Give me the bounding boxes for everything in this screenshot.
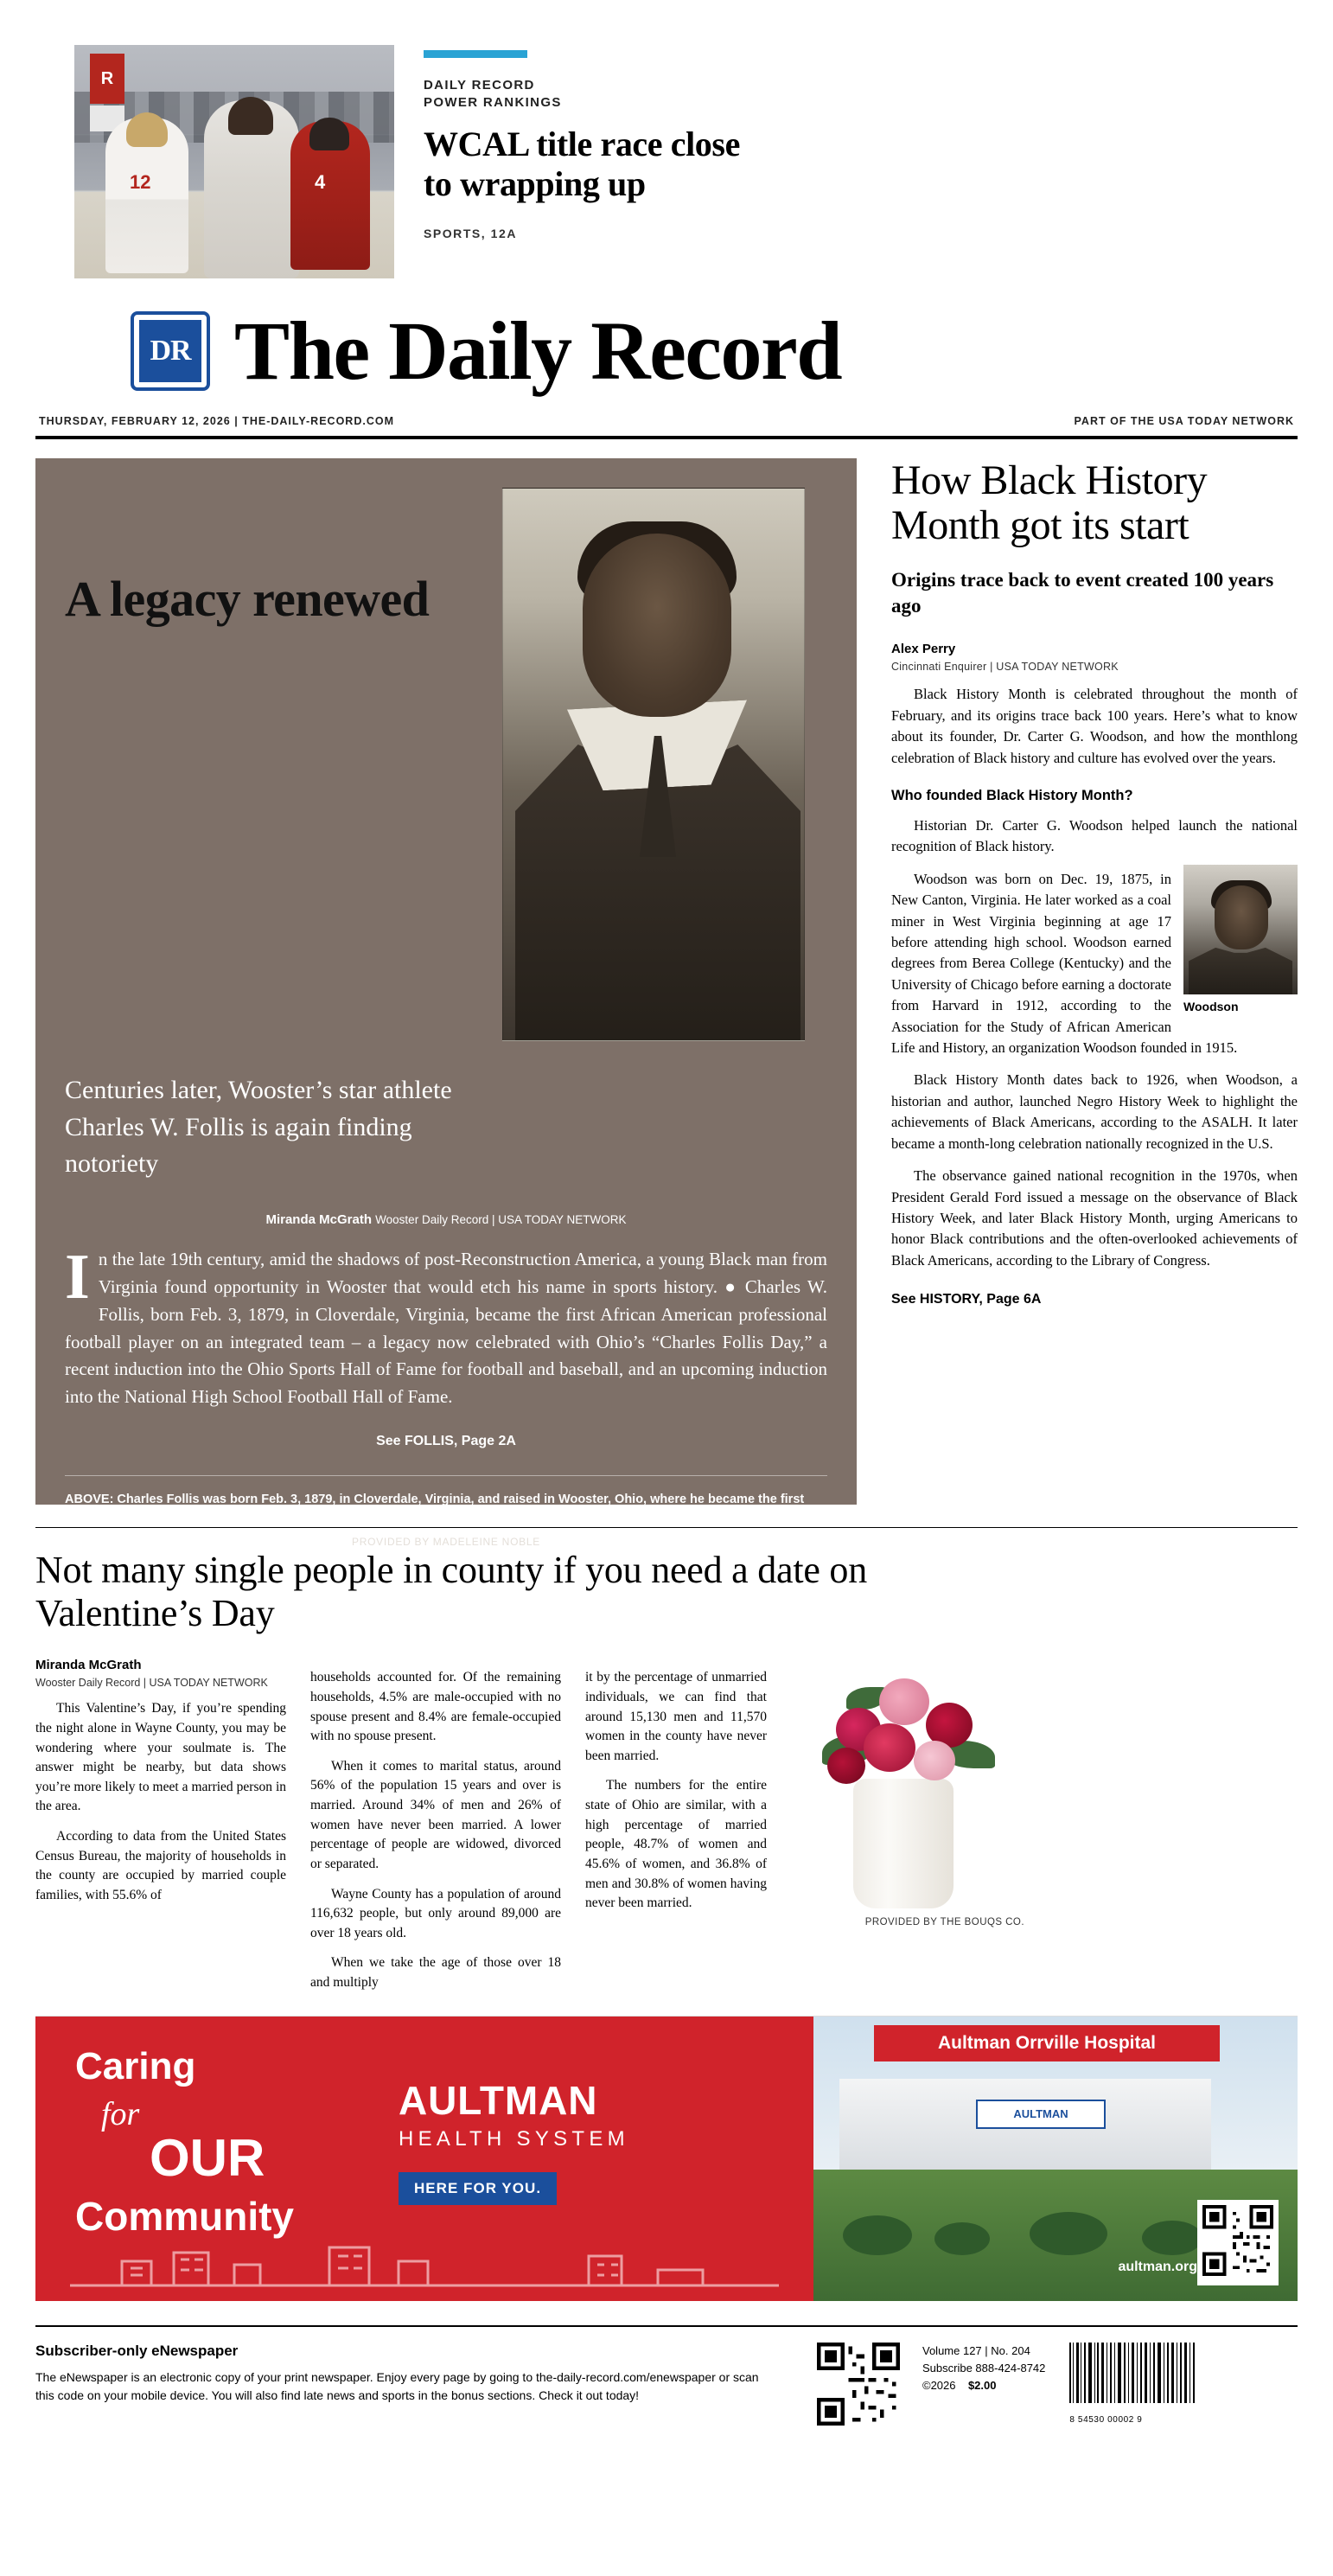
charles-follis-portrait [502, 488, 805, 1041]
copyright: ©2026 [922, 2378, 956, 2392]
history-paragraph: Black History Month is celebrated throughout the month of February, and its origins trace back 100 years. Here’s what to know about its founder, Dr. Carter G. Woodson, and how the monthlong celebration of Black history and culture has evolved over the years. [891, 686, 1298, 766]
valentine-paragraph: When we take the age of those over 18 and multiply [310, 1955, 561, 1991]
subscribe-phone: Subscribe 888-424-8742 [922, 2361, 1046, 2375]
barcode [1069, 2343, 1199, 2425]
barcode-bars-icon [1069, 2343, 1199, 2408]
ad-right-panel [813, 2017, 1298, 2301]
feature-dek: Centuries later, Wooster’s star athlete Charles W. Follis is again finding notoriety [65, 1076, 452, 1179]
valentine-byline-name: Miranda McGrath [35, 1658, 142, 1673]
enewspaper-qr-code[interactable] [817, 2343, 900, 2426]
valentine-column-1 [35, 1658, 286, 1992]
dateline: THURSDAY, FEBRUARY 12, 2026 | THE-DAILY-RECORD.COM [39, 415, 394, 427]
feature-byline-name: Miranda McGrath [265, 1211, 372, 1227]
woodson-caption: Woodson [1183, 999, 1239, 1013]
ad-tagline-badge: HERE FOR YOU. [399, 2172, 557, 2205]
history-paragraph: Black History Month dates back to 1926, when Woodson, a historian and author, launched Negro History Week to highlight the achievements of Black Americans, according to the ASALH. It later became a month-long celebration nationally recognized in the U.S. [891, 1071, 1298, 1152]
ad-brand-name: AULTMAN [399, 2077, 598, 2123]
valentine-story[interactable] [35, 1549, 1298, 1993]
history-paragraph: The observance gained national recognition in the 1970s, when President Gerald Ford issued a message on the observance of Black History Week, and later Black History Month, urging Americans to honor Black contributions and the often-overlooked achievements of Black Americans, according to the Library of Congress. [891, 1167, 1298, 1269]
history-headline: How Black History Month got its start [891, 457, 1208, 548]
history-byline-name: Alex Perry [891, 642, 956, 657]
page-title: The Daily Record [234, 304, 842, 397]
skybox-kicker-line2: POWER RANKINGS [424, 95, 562, 111]
feature-lede-text: n the late 19th century, amid the shadows of post-Reconstruction America, a young Black man from Virginia found opportunity in Wooster that would etch his name in sports history. ● Charles W. Follis, born Feb. 3, 1879, in Cloverdale, Virginia, became the first African American professional football player on an integrated team – a legacy now celebrated with Ohio’s “Charles Follis Day,” a recent induction into the Ohio Sports Hall of Fame for football and baseball, and an upcoming induction into the National High School Football Hall of Fame. [65, 1248, 827, 1408]
aultman-qr-code[interactable] [1197, 2200, 1279, 2285]
skyline-icon [70, 2235, 779, 2289]
skybox-kicker-line1: DAILY RECORD [424, 78, 535, 93]
page-footer [35, 2325, 1298, 2426]
building-sign: AULTMAN [976, 2100, 1106, 2129]
skybox-promo[interactable] [35, 0, 1298, 303]
ad-brand-sub: HEALTH SYSTEM [399, 2126, 629, 2151]
lead-feature-story[interactable] [35, 458, 857, 1549]
feature-byline-org: Wooster Daily Record | USA TODAY NETWORK [375, 1212, 627, 1226]
skybox-section-ref: SPORTS, 12A [424, 227, 517, 241]
bouquet-photo-block [791, 1658, 1024, 1992]
black-history-story[interactable] [891, 458, 1298, 1505]
feature-headline: A legacy renewed [65, 571, 430, 627]
player-figure: 4 [290, 121, 370, 270]
valentine-paragraph: When it comes to marital status, around 56% of the population 15 years and over is married. Around 34% of men and 26% of women have never been married. A lower percentage of people are widowed, divorced or separated. [310, 1758, 561, 1871]
valentine-column-3 [585, 1658, 767, 1992]
valentine-paragraph: This Valentine’s Day, if you’re spending the night alone in Wayne County, you may be wondering where your soulmate is. The answer might be nearby, but data shows you’re more likely to meet a married person in the area. [35, 1701, 286, 1814]
valentine-paragraph: households accounted for. Of the remaining households, 4.5% are male-occupied with no spouse present and 8.4% are female-occupied with no spouse present. [310, 1670, 561, 1744]
history-paragraph: Historian Dr. Carter G. Woodson helped launch the national recognition of Black history. [891, 817, 1298, 855]
nameplate [35, 304, 1298, 397]
feature-jumpline[interactable]: See FOLLIS, Page 2A [376, 1434, 516, 1449]
history-paragraph: Woodson was born on Dec. 19, 1875, in New Canton, Virginia. He later worked as a coal miner in West Virginia beginning at age 17 before attending high school. Woodson earned degrees from Berea College (Kentucky) and the University of Chicago before earning a doctorate from Harvard in 1912, according to the Association for the Study of African American Life and History, an organization Woodson founded in 1915. [891, 870, 1238, 1057]
vase-shape [853, 1779, 954, 1908]
history-byline-org: Cincinnati Enquirer | USA TODAY NETWORK [891, 661, 1119, 674]
logo-initials: DR [139, 320, 201, 382]
gym-banner-icon: R [90, 54, 124, 104]
feature-photo-caption: ABOVE: Charles Follis was born Feb. 3, 1879, in Cloverdale, Virginia, and raised in Wooster, Ohio, where he became the first African American professional football player. [65, 1475, 827, 1529]
bouquet-credit: PROVIDED BY THE BOUQS CO. [864, 1917, 1024, 1928]
bouquet-photo [796, 1658, 1012, 1908]
valentine-paragraph: According to data from the United States Census Bureau, the majority of households in the county are occupied by married couple families, with 55.6% of [35, 1829, 286, 1902]
price: $2.00 [967, 2378, 997, 2392]
player-figure [204, 100, 299, 278]
ad-line-1: Caring [75, 2044, 196, 2087]
valentine-column-2 [310, 1658, 561, 1992]
daily-record-logo-icon[interactable] [131, 311, 210, 391]
valentine-headline: Not many single people in county if you need a date on Valentine’s Day [35, 1549, 867, 1635]
dateline-bar [35, 415, 1298, 439]
hospital-banner: Aultman Orrville Hospital [874, 2025, 1220, 2061]
valentine-paragraph: it by the percentage of unmarried individuals, we can find that around 15,130 men and 11,570 women in the county have never been married. [585, 1670, 767, 1763]
skybox-headline[interactable]: WCAL title race close to wrapping up [424, 124, 740, 203]
barcode-number: 8 54530 00002 9 [1069, 2414, 1143, 2425]
feature-byline [65, 1212, 827, 1227]
ad-line-3: OUR [150, 2128, 265, 2187]
accent-rule [424, 50, 527, 58]
ad-line-4: Community [75, 2193, 294, 2239]
footer-text: The eNewspaper is an electronic copy of your print newspaper. Enjoy every page by going to the-daily-record.com/enewspaper or scan this code on your mobile device. You will also find late news and sports in the bonus sections. Check it out today! [35, 2369, 759, 2402]
network-label: PART OF THE USA TODAY NETWORK [1074, 415, 1294, 427]
woodson-photo-block [1183, 865, 1298, 1013]
feature-photo-credit: PROVIDED BY MADELEINE NOBLE [352, 1536, 540, 1549]
ad-line-2: for [101, 2095, 140, 2132]
player-figure: 12 [105, 118, 188, 273]
feature-lede-paragraph [65, 1241, 827, 1411]
valentine-paragraph: The numbers for the entire state of Ohio are similar, with a high percentage of married people, 48.7% of women and 45.6% of women, and 36.8% of men and 30.8% of women having never been married. [585, 1778, 767, 1911]
ad-url[interactable]: aultman.org [1118, 2259, 1197, 2274]
aultman-advertisement[interactable] [35, 2016, 1298, 2301]
skybox-photo [74, 45, 394, 278]
history-jumpline[interactable]: See HISTORY, Page 6A [891, 1292, 1042, 1307]
valentine-byline-org: Wooster Daily Record | USA TODAY NETWORK [35, 1677, 268, 1690]
drop-cap: I [65, 1241, 90, 1313]
ad-left-panel [35, 2017, 813, 2301]
history-dek: Origins trace back to event created 100 years ago [891, 568, 1274, 617]
history-subhead: Who founded Black History Month? [891, 788, 1133, 803]
volume-number: Volume 127 | No. 204 [922, 2343, 1030, 2357]
woodson-portrait [1183, 865, 1298, 994]
footer-title: Subscriber-only eNewspaper [35, 2342, 239, 2359]
valentine-paragraph: Wayne County has a population of around 116,632 people, but only around 89,000 are over 18 years old. [310, 1886, 561, 1940]
